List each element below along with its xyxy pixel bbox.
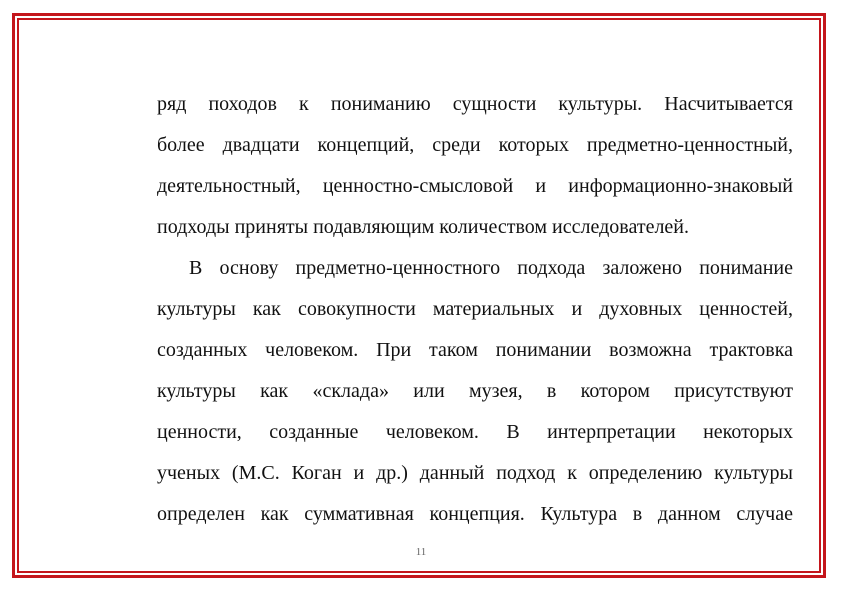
text-line: ряд походов к пониманию сущности культуры. Насчитывается [157, 93, 793, 115]
text-line: деятельностный, ценностно-смысловой и информационно-знаковый [157, 175, 793, 197]
text-line: подходы приняты подавляющим количеством исследователей. [157, 216, 690, 238]
text-line: ценности, созданные человеком. В интерпретации некоторых [157, 421, 793, 443]
text-line: созданных человеком. При таком понимании возможна трактовка [157, 339, 793, 361]
paragraph-2 [157, 248, 793, 535]
body-text [157, 84, 793, 535]
text-line: более двадцати концепций, среди которых предметно-ценностный, [157, 134, 793, 156]
text-line: В основу предметно-ценностного подхода заложено понимание [189, 257, 793, 279]
paragraph-1 [157, 84, 793, 248]
text-line: определен как суммативная концепция. Культура в данном случае [157, 503, 793, 525]
text-line: культуры как совокупности материальных и духовных ценностей, [157, 298, 793, 320]
page-number: 11 [415, 546, 427, 558]
text-line: ученых (М.С. Коган и др.) данный подход к определению культуры [157, 462, 793, 484]
text-line: культуры как «склада» или музея, в котором присутствуют [157, 380, 793, 402]
